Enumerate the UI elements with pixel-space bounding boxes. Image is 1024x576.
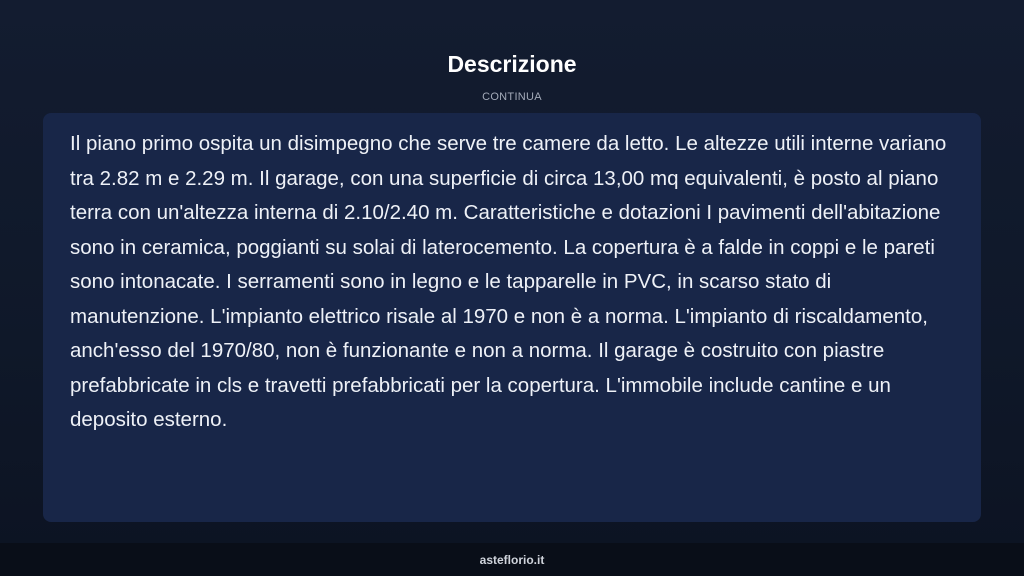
page-title: Descrizione xyxy=(447,51,577,77)
description-text: Il piano primo ospita un disimpegno che serve tre camere da letto. Le altezze utili interne variano tra 2.82 m e 2.29 m. Il garage, con una superficie di circa 13,00 mq equivalenti, è posto al piano terra con un'altezza interna di 2.10/2.40 m. Caratteristiche e dotazioni I pavimenti dell'abitazione sono in ceramica, poggianti su solai di laterocemento. La copertura è a falde in coppi e le pareti sono intonacate. I serramenti sono in legno e le tapparelle in PVC, in scarso stato di manutenzione. L'impianto elettrico risale al 1970 e non è a norma. L'impianto di riscaldamento, anch'esso del 1970/80, non è funzionante e non a norma. Il garage è costruito con piastre prefabbricate in cls e travetti prefabbricati per la copertura. L'immobile include cantine e un deposito esterno. xyxy=(70,132,947,431)
footer-site-label: asteflorio.it xyxy=(479,553,545,567)
description-card xyxy=(43,113,981,522)
footer-bar xyxy=(0,543,1024,576)
continue-label: CONTINUA xyxy=(482,91,542,103)
